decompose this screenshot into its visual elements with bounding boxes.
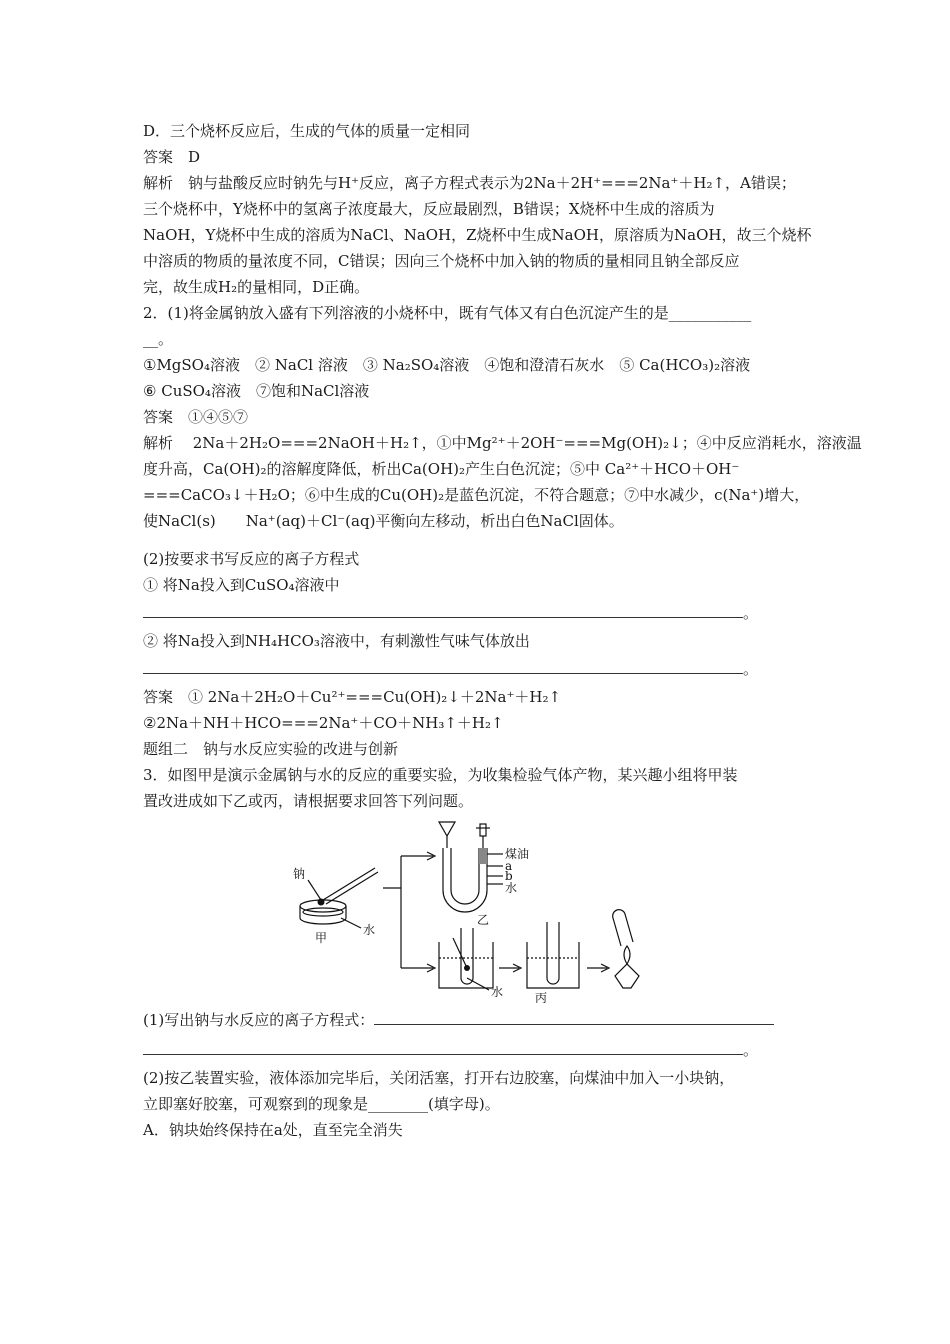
- tube-1-stick: [453, 938, 467, 968]
- label-water: 水: [363, 923, 376, 937]
- kerosene-layer: [479, 848, 487, 864]
- text-line: 度升高，Ca(OH)₂的溶解度降低，析出Ca(OH)₂产生白色沉淀；⑤中 Ca²⁺＋HCO＋OH⁻: [143, 460, 740, 478]
- text-line: 完，故生成H₂的量相同，D正确。: [143, 278, 370, 296]
- question-1-text: (1)写出钠与水反应的离子方程式：: [143, 1011, 375, 1029]
- section-heading: 题组二 钠与水反应实验的改进与创新: [143, 740, 399, 758]
- end-mark: 。: [743, 604, 759, 622]
- text-line: (2)按乙装置实验，液体添加完毕后，关闭活塞，打开右边胶塞，向煤油中加入一小块钠，: [143, 1069, 735, 1087]
- stopper-right: [480, 824, 486, 836]
- sodium-stick-edge: [326, 872, 378, 904]
- text-line: A．钠块始终保持在a处，直至完全消失: [143, 1121, 403, 1139]
- text-line: ===CaCO₃↓＋H₂O；⑥中生成的Cu(OH)₂是蓝色沉淀，不符合题意；⑦中水减少，c(Na⁺)增大，: [143, 486, 810, 504]
- text-line: 使NaCl(s) Na⁺(aq)＋Cl⁻(aq)平衡向左移动，析出白色NaCl固体。: [143, 512, 624, 530]
- end-mark: 。: [743, 1041, 759, 1059]
- label-a: a: [505, 859, 513, 873]
- end-mark: 。: [743, 660, 759, 678]
- sodium-stick: [323, 868, 375, 900]
- label-na: 钠: [293, 867, 306, 881]
- u-tube-inner: [451, 848, 479, 904]
- question-1-line[interactable]: [143, 1005, 823, 1035]
- funnel: [439, 822, 455, 836]
- apparatus-figure: [143, 818, 823, 1003]
- part2-title: (2)按要求书写反应的离子方程式: [143, 550, 360, 568]
- text-line: 答案 ①④⑤⑦: [143, 408, 249, 426]
- text-line: 中溶质的物质的量浓度不同，C错误；因向三个烧杯中加入钠的物质的量相同且钠全部反应: [143, 252, 740, 270]
- answer-blank-line[interactable]: [143, 598, 823, 628]
- label-yi: 乙: [477, 913, 490, 927]
- label-b: b: [505, 869, 513, 883]
- text-line: 置改进成如下乙或丙，请根据要求回答下列问题。: [143, 792, 474, 810]
- text-line: __。: [143, 330, 174, 348]
- text-line: 立即塞好胶塞，可观察到的现象是________(填字母)。: [143, 1095, 500, 1113]
- text-line: 2．(1)将金属钠放入盛有下列溶液的小烧杯中，既有气体又有白色沉淀产生的是___________: [143, 304, 752, 322]
- text-line: ①MgSO₄溶液 ② NaCl 溶液 ③ Na₂SO₄溶液 ④饱和澄清石灰水 ⑤ Ca(HCO₃)₂溶液: [143, 356, 751, 374]
- leader-line-na: [308, 880, 321, 900]
- text-line: ⑥ CuSO₄溶液 ⑦饱和NaCl溶液: [143, 382, 370, 400]
- test-tube-2: [547, 922, 559, 984]
- top-text-block: [143, 118, 862, 534]
- text-line: 答案 ① 2Na＋2H₂O＋Cu²⁺===Cu(OH)₂↓＋2Na⁺＋H₂↑: [143, 688, 562, 706]
- leader-line-water: [341, 918, 361, 928]
- label-bing: 丙: [535, 991, 548, 1003]
- mid-text-block: [143, 684, 823, 814]
- part2-question-2: ② 将Na投入到NH₄HCO₃溶液中，有刺激性气味气体放出: [143, 632, 530, 650]
- answer-blank-line[interactable]: [143, 654, 823, 684]
- text-line: 三个烧杯中，Y烧杯中的氢离子浓度最大，反应最剧烈，B错误；X烧杯中生成的溶质为: [143, 200, 715, 218]
- label-jia: 甲: [315, 931, 328, 945]
- test-tube-1: [461, 928, 473, 984]
- text-line: D．三个烧杯反应后，生成的气体的质量一定相同: [143, 122, 471, 140]
- text-line: 解析 钠与盐酸反应时钠先与H⁺反应，离子方程式表示为2Na＋2H⁺===2Na⁺＋H₂↑，A错误；: [143, 174, 796, 192]
- document-page: [143, 118, 862, 1143]
- text-line: 答案 D: [143, 148, 201, 166]
- flame: [624, 946, 630, 964]
- text-line: 解析 2Na＋2H₂O===2NaOH＋H₂↑，①中Mg²⁺＋2OH⁻===Mg(OH)₂↓；④中反应消耗水，溶液温: [143, 434, 862, 452]
- sodium-dot: [318, 899, 325, 906]
- label-water3: 水: [491, 985, 504, 999]
- dish-body: [300, 906, 346, 924]
- bottom-text-block: [143, 1065, 823, 1143]
- sodium-dot: [464, 965, 470, 971]
- text-line: 3．如图甲是演示金属钠与水的反应的重要实验，为收集检验气体产物，某兴趣小组将甲装: [143, 766, 738, 784]
- text-line: ②2Na＋NH＋HCO===2Na⁺＋CO＋NH₃↑＋H₂↑: [143, 714, 504, 732]
- inverted-tube: [613, 910, 633, 946]
- label-water2: 水: [505, 881, 518, 895]
- alcohol-lamp: [615, 964, 639, 988]
- answer-blank-line[interactable]: [143, 1035, 823, 1065]
- apparatus-diagram: [143, 818, 823, 1003]
- beaker-2: [527, 942, 579, 988]
- label-kerosene: 煤油: [505, 847, 530, 861]
- part2-question-1: ① 将Na投入到CuSO₄溶液中: [143, 576, 340, 594]
- text-line: NaOH，Y烧杯中生成的溶质为NaCl、NaOH，Z烧杯中生成NaOH，原溶质为NaOH，故三个烧杯: [143, 226, 812, 244]
